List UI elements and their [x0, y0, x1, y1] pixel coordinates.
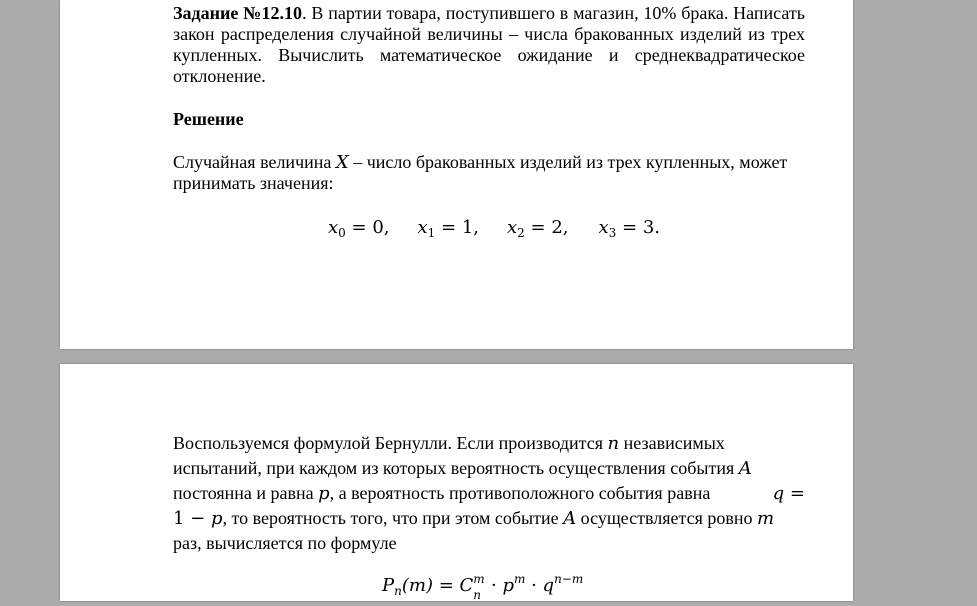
formula-C-indices — [473, 572, 485, 602]
solution-heading-text: Решение — [173, 109, 244, 129]
bernoulli-line-4 — [173, 506, 805, 531]
intro-text-b: – число бракованных изделий из трех купленных, может — [348, 152, 788, 172]
task-text: . В партии товара, поступившего в магазин, 10% брака. Написать закон распределения случайной величины – числа бракованных изделий из трех купленных. Вычислить математическое ожидание и среднеквадратическое отклонение. — [173, 3, 805, 86]
formula-p: p — [502, 575, 514, 596]
x-letter: x — [507, 217, 518, 238]
formula-C-sup: m — [473, 572, 485, 586]
x-letter: x — [328, 217, 339, 238]
var-A: A — [738, 458, 752, 479]
intro-line-2: принимать значения: — [173, 173, 334, 193]
formula-dot-2: · — [525, 575, 543, 596]
values-formula — [328, 217, 688, 244]
formula-arg: (m) = — [401, 575, 460, 596]
x1-val: = 1, — [435, 217, 479, 238]
task-label: Задание №12.10 — [173, 3, 303, 23]
l4-text-b: , то вероятность того, что при этом событие — [222, 508, 564, 528]
l1-text-a: Воспользуемся формулой Бернулли. Если производится — [173, 433, 608, 453]
var-m: m — [756, 508, 775, 529]
value-x2 — [507, 217, 569, 244]
x-letter: x — [598, 217, 609, 238]
l4-text-c: осуществляется ровно — [576, 508, 757, 528]
page-1 — [60, 0, 853, 349]
formula-C: C — [459, 575, 474, 596]
var-n: n — [607, 433, 620, 454]
var-A-2: A — [563, 508, 577, 529]
x-letter: x — [417, 217, 428, 238]
l1-text-b: независимых — [619, 433, 725, 453]
variable-X: X — [335, 152, 349, 173]
solution-heading — [173, 109, 805, 130]
x2-val: = 2, — [524, 217, 569, 238]
x0-sub: 0 — [338, 226, 346, 240]
l3-text-a: постоянна и равна — [173, 483, 319, 503]
x3-sub: 3 — [608, 226, 617, 240]
formula-C-sub: n — [473, 588, 482, 602]
x0-val: = 0, — [345, 217, 390, 238]
bernoulli-formula — [382, 569, 642, 602]
l3-text-b: , а вероятность противоположного события равна — [329, 483, 711, 503]
one-minus: 1 − — [173, 508, 211, 529]
var-p: p — [318, 483, 330, 504]
formula-P: P — [382, 575, 395, 596]
formula-q: q — [542, 575, 555, 596]
bernoulli-line-1 — [173, 431, 805, 456]
value-x3 — [599, 217, 661, 244]
page-2 — [60, 364, 853, 601]
x2-sub: 2 — [517, 226, 525, 240]
bernoulli-line-2 — [173, 456, 805, 481]
bernoulli-line-5: раз, вычисляется по формуле — [173, 533, 397, 553]
intro-line-1 — [173, 152, 805, 173]
formula-P-sub: n — [394, 584, 402, 598]
formula-p-sup: m — [513, 572, 526, 586]
value-x1 — [418, 217, 480, 244]
formula-dot-1: · — [485, 575, 503, 596]
q-equals: q = — [772, 483, 805, 504]
x1-sub: 1 — [427, 226, 436, 240]
value-x0 — [328, 217, 390, 244]
formula-q-sup: n−m — [554, 572, 584, 586]
bernoulli-line-3 — [173, 481, 805, 506]
task-paragraph — [173, 3, 805, 87]
l2-text-a: испытаний, при каждом из которых вероятность осуществления события — [173, 458, 739, 478]
x3-val: = 3. — [616, 217, 660, 238]
intro-text-a: Случайная величина — [173, 152, 336, 172]
var-p-2: p — [210, 508, 223, 529]
